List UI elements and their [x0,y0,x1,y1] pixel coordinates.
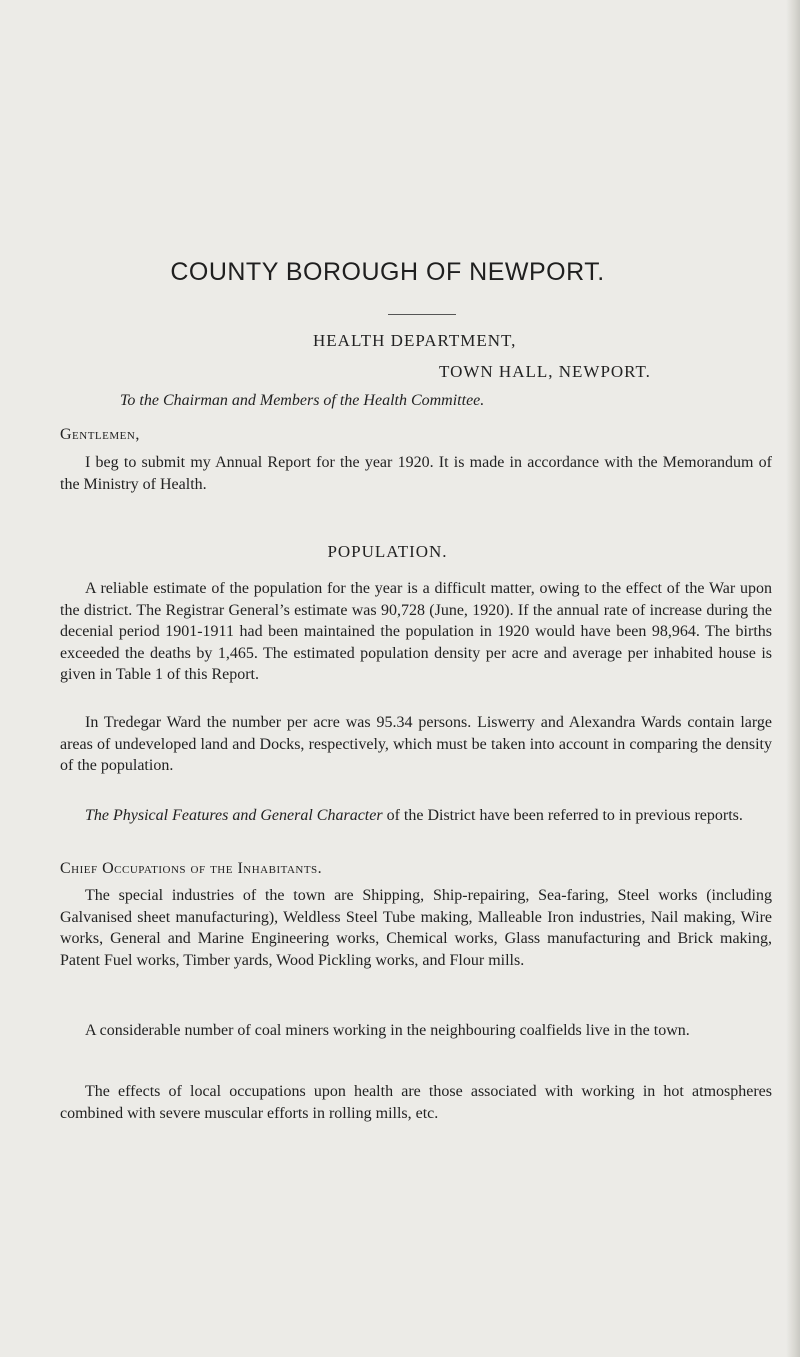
greeting: Gentlemen, [60,426,140,443]
physical-features-paragraph [60,805,772,827]
population-paragraph-1 [60,578,772,686]
population-paragraph-2 [60,712,772,777]
address-line-2: TOWN HALL, NEWPORT. [439,362,651,381]
occupations-text-3: The effects of local occupations upon health are those associated with working in hot atmospheres combined with severe muscular efforts in rolling mills, etc. [60,1083,772,1122]
physical-features-text: of the District have been referred to in previous reports. [382,807,743,824]
occupations-paragraph-2 [60,1020,772,1042]
occupations-text-1: The special industries of the town are Shipping, Ship-repairing, Sea-faring, Steel works (including Galvanised sheet manufacturing), Weldless Steel Tube making, Malleable Iron industries, Nail making, Wire works, General and Marine Engineering works, Chemical works, Glass manufacturing and Brick making, Patent Fuel works, Timber yards, Wood Pickling works, and Flour mills. [60,887,772,969]
document-title: COUNTY BOROUGH OF NEWPORT. [170,258,605,286]
section-heading-population: POPULATION. [327,542,448,561]
population-text-2: In Tredegar Ward the number per acre was 95.34 persons. Liswerry and Alexandra Wards contain large areas of undeveloped land and Docks, respectively, which must be taken into account in comparing the density of the population. [60,714,772,774]
occupations-text-2: A considerable number of coal miners working in the neighbouring coalfields live in the town. [85,1022,690,1039]
population-text-1: A reliable estimate of the population for the year is a difficult matter, owing to the effect of the War upon the district. The Registrar General’s estimate was 90,728 (June, 1920). If the annual rate of increase during the decenial period 1901-1911 had been maintained the population in 1920 would have been 98,964. The births exceeded the deaths by 1,465. The estimated population density per acre and average per inhabited house is given in Table 1 of this Report. [60,580,772,683]
intro-paragraph [60,452,772,495]
page-edge-shadow [786,0,800,1357]
occupations-paragraph-1 [60,885,772,971]
address-line-1: HEALTH DEPARTMENT, [313,331,517,350]
title-divider [388,314,456,315]
physical-features-title: The Physical Features and General Character [85,807,383,824]
intro-text: I beg to submit my Annual Report for the year 1920. It is made in accordance with the Memorandum of the Ministry of Health. [60,454,772,493]
salutation-addressee: To the Chairman and Members of the Health Committee. [120,392,485,409]
section-heading-occupations: Chief Occupations of the Inhabitants. [60,860,323,877]
occupations-paragraph-3 [60,1081,772,1124]
